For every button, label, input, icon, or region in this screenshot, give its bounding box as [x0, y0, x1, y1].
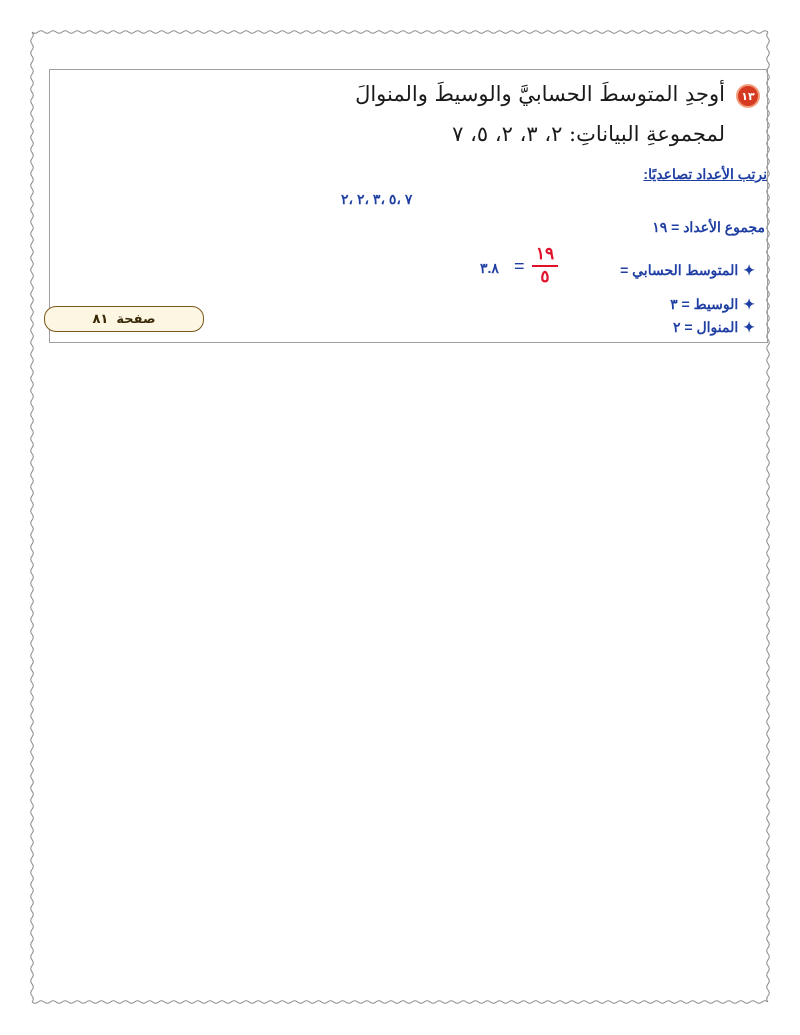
mean-equals-sign: =	[514, 256, 525, 276]
problem-statement-line-2: لمجموعةِ البياناتِ: ٢، ٣، ٢، ٥، ٧	[452, 122, 725, 146]
median-result-line	[670, 296, 755, 313]
mean-result-line	[620, 262, 755, 279]
fraction-numerator: ١٩	[535, 244, 555, 263]
mean-value: ٣.٨	[480, 260, 499, 276]
exercise-box	[49, 69, 768, 343]
page-tab-label: صفحة	[116, 311, 156, 327]
diamond-bullet-icon: ✦	[743, 262, 755, 278]
median-label: الوسيط = ٣	[670, 296, 739, 312]
problem-number: ١٣	[741, 89, 755, 103]
mean-fraction	[530, 244, 560, 288]
sort-instruction: نرتب الأعداد تصاعديًا:	[643, 166, 767, 182]
diamond-bullet-icon: ✦	[743, 319, 755, 335]
problem-statement-line-1: أوجدِ المتوسطَ الحسابيَّ والوسيطَ والمنوالَ	[355, 82, 725, 106]
problem-number-badge	[736, 84, 760, 108]
mode-label: المنوال = ٢	[673, 319, 739, 335]
sum-line: مجموع الأعداد = ١٩	[652, 219, 765, 235]
mean-label: المتوسط الحسابي =	[620, 262, 739, 278]
page-tab-number: ٨١	[92, 311, 109, 327]
mode-result-line	[673, 319, 755, 336]
diamond-bullet-icon: ✦	[743, 296, 755, 312]
page-number-tab	[44, 306, 204, 332]
fraction-denominator: ٥	[540, 267, 550, 286]
sorted-values: ٧ ،٥ ،٣ ،٢ ،٢	[341, 191, 413, 207]
